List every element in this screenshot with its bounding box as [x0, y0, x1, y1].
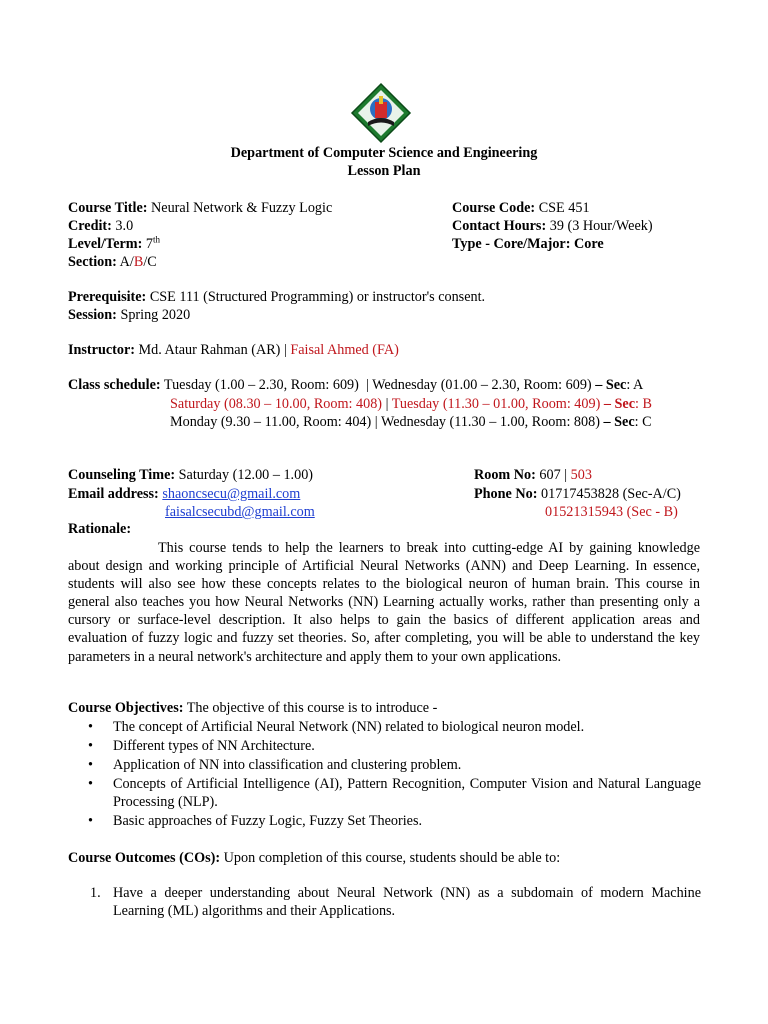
schedule-1-b: Wednesday (01.00 – 2.30, Room: 609) [372, 377, 592, 393]
instructor-separator: | [283, 342, 287, 358]
bullet-icon: • [88, 738, 93, 754]
schedule-row-1 [68, 376, 643, 394]
section-slash-1: / [129, 254, 134, 270]
course-code-value: CSE 451 [538, 200, 590, 216]
schedule-label: Class schedule: [68, 377, 161, 393]
prerequisite-value: CSE 111 (Structured Programming) or instructor's consent. [149, 289, 486, 305]
instructor-row [68, 341, 399, 359]
bullet-icon: • [88, 757, 93, 773]
schedule-1-sec: Sec [605, 377, 627, 393]
room-separator: | [564, 467, 568, 483]
bullet-icon: • [88, 813, 93, 829]
section-row [68, 253, 157, 271]
email-label: Email address: [68, 486, 159, 502]
objectives-intro: The objective of this course is to introduce - [186, 700, 438, 716]
department-heading: Department of Computer Science and Engineering [230, 145, 538, 161]
bullet-icon: • [88, 776, 93, 792]
room-label: Room No: [474, 467, 536, 483]
schedule-2-b: Tuesday (11.30 – 01.00, Room: 409) [391, 396, 601, 412]
contact-hours-label: Contact Hours: [452, 218, 547, 234]
course-title-label: Course Title: [68, 200, 148, 216]
phone-row-2 [545, 503, 678, 521]
schedule-3-dash: – [603, 414, 611, 430]
schedule-1-a: Tuesday (1.00 – 2.30, Room: 609) [163, 377, 359, 393]
contact-hours-row [452, 217, 653, 235]
outcome-number: 1. [90, 885, 101, 901]
outcomes-intro: Upon completion of this course, students should be able to: [223, 850, 561, 866]
session-label: Session: [68, 307, 117, 323]
section-a: A [119, 254, 130, 270]
counseling-value: Saturday (12.00 – 1.00) [178, 467, 314, 483]
counseling-row [68, 466, 313, 484]
credit-value: 3.0 [115, 218, 134, 234]
schedule-2-sep: | [385, 396, 389, 412]
phone-label: Phone No: [474, 486, 538, 502]
schedule-2-dash: – [603, 396, 611, 412]
instructor-label: Instructor: [68, 342, 135, 358]
counseling-label: Counseling Time: [68, 467, 176, 483]
instructor-name-1: Md. Ataur Rahman (AR) [138, 342, 281, 358]
email-link-2[interactable]: faisalcsecubd@gmail.com [165, 504, 315, 520]
schedule-3-a: Monday (9.30 – 11.00, Room: 404) [170, 414, 372, 430]
schedule-3-sec-value: : C [634, 414, 652, 430]
level-term-label: Level/Term: [68, 236, 143, 252]
level-term-value: 7 [145, 236, 153, 252]
schedule-1-sep: | [365, 377, 369, 393]
schedule-row-2 [170, 395, 652, 413]
room-value-2: 503 [570, 467, 592, 483]
outcomes-label: Course Outcomes (COs): [68, 850, 221, 866]
phone-value-2: 01521315943 (Sec - B) [545, 504, 678, 520]
instructor-name-2: Faisal Ahmed (FA) [290, 342, 399, 358]
credit-row [68, 217, 133, 235]
objectives-heading [68, 699, 437, 717]
course-title-value: Neural Network & Fuzzy Logic [151, 200, 333, 216]
level-term-sup: th [152, 234, 160, 245]
phone-value-1: 01717453828 (Sec-A/C) [541, 486, 681, 502]
objective-item: Concepts of Artificial Intelligence (AI), Pattern Recognition, Computer Vision and Natural Language Processing (NLP). [113, 776, 701, 810]
schedule-1-sec-value: : A [626, 377, 644, 393]
schedule-3-b: Wednesday (11.30 – 1.00, Room: 808) [380, 414, 600, 430]
prerequisite-label: Prerequisite: [68, 289, 147, 305]
section-slash-2: / [143, 254, 148, 270]
section-label: Section: [68, 254, 117, 270]
outcomes-heading [68, 849, 560, 867]
outcome-item: Have a deeper understanding about Neural Network (NN) as a subdomain of modern Machine Learning (ML) algorithms and their Applications. [113, 885, 701, 919]
email-row-2 [165, 503, 315, 521]
schedule-row-3 [170, 413, 652, 431]
contact-hours-value: 39 (3 Hour/Week) [549, 218, 653, 234]
course-code-label: Course Code: [452, 200, 536, 216]
schedule-2-sec: Sec [614, 396, 636, 412]
course-type-label: Type - Core/Major: Core [452, 236, 604, 252]
section-b: B [133, 254, 144, 270]
objective-item: Basic approaches of Fuzzy Logic, Fuzzy Set Theories. [113, 813, 423, 829]
rationale-heading [68, 520, 131, 538]
session-value: Spring 2020 [120, 307, 191, 323]
course-type-row [452, 235, 604, 253]
credit-label: Credit: [68, 218, 112, 234]
level-term-row [68, 235, 160, 253]
prerequisite-row [68, 288, 485, 306]
objectives-label: Course Objectives: [68, 700, 184, 716]
objective-item: Application of NN into classification and clustering problem. [113, 757, 462, 773]
email-link-1[interactable]: shaoncsecu@gmail.com [162, 486, 301, 502]
schedule-3-sec: Sec [614, 414, 635, 430]
bullet-icon: • [88, 719, 93, 735]
schedule-2-sec-value: : B [635, 396, 652, 412]
schedule-3-sep: | [374, 414, 378, 430]
schedule-1-dash: – [595, 377, 603, 393]
room-row [474, 466, 592, 484]
course-code-row [452, 199, 590, 217]
section-c: C [147, 254, 157, 270]
schedule-2-a: Saturday (08.30 – 10.00, Room: 408) [170, 396, 383, 412]
rationale-paragraph: This course tends to help the learners to break into cutting-edge AI by gaining knowledge about design and working principle of Artificial Neural Networks (ANN) and Deep Learning. In essence, students will also see how these concepts relates to the biological neuron of human brain. This course in general also teaches you how Neural Networks (NN) Learning actually works, rather than presenting only a cursory or surface-level description. It also helps to gain the basics of different application areas and evaluation of fuzzy logic and fuzzy set theories. So, after completing, you will be able to understand the key parameters in a neural network's architecture and apply them to your own applications. [68, 540, 700, 665]
session-row [68, 306, 190, 324]
objective-item: The concept of Artificial Neural Network (NN) related to biological neuron model. [113, 719, 585, 735]
email-row [68, 485, 300, 503]
lesson-plan-heading: Lesson Plan [347, 163, 421, 179]
objective-item: Different types of NN Architecture. [113, 738, 315, 754]
phone-row [474, 485, 681, 503]
course-title-row [68, 199, 332, 217]
rationale-label: Rationale: [68, 521, 132, 537]
room-value-1: 607 [539, 467, 561, 483]
university-logo [350, 82, 412, 144]
